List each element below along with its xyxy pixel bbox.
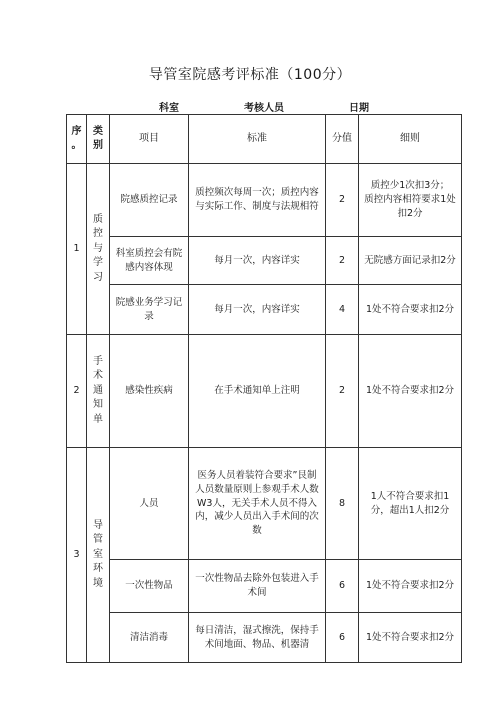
table-row xyxy=(67,237,462,285)
standard-cell xyxy=(189,560,326,613)
header-category xyxy=(87,115,110,164)
table-row xyxy=(67,335,462,448)
standard-line: W3人，无关手术人员不得入 xyxy=(197,497,317,509)
standard-line: 每月一次，内容详实 xyxy=(214,254,300,266)
score-cell: 2 xyxy=(326,335,359,448)
item-cell xyxy=(110,613,189,663)
score-cell: 6 xyxy=(326,613,359,663)
category-char: 习 xyxy=(93,271,103,283)
standard-line: 质控频次每周一次；质控内容 xyxy=(195,187,319,199)
standard-line: 每月一次，内容详实 xyxy=(214,303,300,315)
item-cell xyxy=(110,164,189,237)
category-char: 境 xyxy=(93,577,103,589)
standard-cell xyxy=(189,335,326,448)
rules-line: 质控内容相符要求1处 xyxy=(364,194,456,206)
rules-line: 1处不符合要求扣2分 xyxy=(365,631,455,643)
standard-line: 数 xyxy=(252,525,262,537)
item-cell xyxy=(110,285,189,335)
score-cell: 2 xyxy=(326,237,359,285)
item-line: 院感质控记录 xyxy=(120,194,178,206)
category-char: 知 xyxy=(93,399,103,411)
category-char: 学 xyxy=(93,257,103,269)
standard-line: 术间地面、物品、机器清 xyxy=(204,638,310,650)
item-line: 院感业务学习记 xyxy=(115,296,183,308)
header-seq-line: 序 xyxy=(71,125,82,137)
category-char: 质 xyxy=(93,213,103,225)
header-seq xyxy=(67,115,87,164)
seq-cell: 3 xyxy=(67,448,87,663)
standard-line: 医务人员着装符合要求”艮制 xyxy=(197,470,317,482)
category-cell xyxy=(87,448,110,663)
rules-cell xyxy=(359,448,462,560)
rules-line: 1处不符合要求扣2分 xyxy=(365,580,455,592)
standard-line: 人员数量原则上参观手术人数 xyxy=(195,483,319,495)
standard-line: 内，减少人员出入手术间的次 xyxy=(195,511,319,523)
category-char: 与 xyxy=(93,242,103,254)
dept-label: 科室 xyxy=(159,103,179,114)
rules-line: 质控少1次扣3分； xyxy=(370,180,450,192)
table-row xyxy=(67,285,462,335)
rules-line: 1人不符合要求扣1 xyxy=(370,490,450,502)
standard-cell xyxy=(189,164,326,237)
header-category-line: 类 xyxy=(93,125,103,137)
standard-cell xyxy=(189,448,326,560)
header-score: 分值 xyxy=(326,115,359,164)
page-title: 导管室院感考评标准（100分） xyxy=(148,67,352,83)
table-row xyxy=(67,560,462,613)
rules-cell xyxy=(359,613,462,663)
seq-cell: 2 xyxy=(67,335,87,448)
evaluation-table xyxy=(66,114,462,663)
rules-line: 1处不符合要求扣2分 xyxy=(365,385,455,397)
item-line: 录 xyxy=(144,310,154,322)
category-char: 术 xyxy=(93,370,103,382)
standard-line: 每日清洁，湿式擦洗，保持手 xyxy=(195,624,319,636)
standard-line: 术间 xyxy=(247,587,267,598)
standard-line: 在手术通知单上注明 xyxy=(214,385,300,397)
category-char: 控 xyxy=(93,228,103,240)
category-char: 手 xyxy=(93,355,103,367)
category-char: 室 xyxy=(93,548,103,560)
category-char: 单 xyxy=(93,413,103,425)
score-cell: 6 xyxy=(326,560,359,613)
table-row xyxy=(67,164,462,237)
rules-cell xyxy=(359,237,462,285)
item-line: 科室质控会有院 xyxy=(115,247,183,259)
standard-line: 与实际工作、制度与法规相符 xyxy=(195,201,319,212)
header-category-line: 别 xyxy=(93,140,103,151)
standard-cell xyxy=(189,285,326,335)
standard-cell xyxy=(189,237,326,285)
category-char: 环 xyxy=(93,563,103,575)
rules-cell xyxy=(359,560,462,613)
table-row xyxy=(67,613,462,663)
header-rules: 细则 xyxy=(359,115,462,164)
category-cell xyxy=(87,164,110,335)
rules-line: 扣2分 xyxy=(397,207,423,219)
rules-cell xyxy=(359,285,462,335)
header-seq-line: 。 xyxy=(71,140,82,151)
rules-cell xyxy=(359,164,462,237)
header-standard: 标准 xyxy=(189,115,326,164)
score-cell: 2 xyxy=(326,164,359,237)
item-cell xyxy=(110,237,189,285)
date-label: 日期 xyxy=(349,103,369,114)
category-cell xyxy=(87,335,110,448)
item-line: 一次性物品 xyxy=(125,580,173,592)
rules-line: 1处不符合要求扣2分 xyxy=(365,303,455,315)
score-cell: 8 xyxy=(326,448,359,560)
category-char: 通 xyxy=(93,384,103,396)
seq-cell: 1 xyxy=(67,164,87,335)
category-char: 导 xyxy=(93,519,103,531)
item-cell xyxy=(110,448,189,560)
table-header-row xyxy=(67,115,462,164)
standard-line: 一次性物品去除外包装进入手 xyxy=(195,573,319,585)
rules-cell xyxy=(359,335,462,448)
score-cell: 4 xyxy=(326,285,359,335)
examiner-label: 考核人员 xyxy=(244,103,284,114)
category-char: 管 xyxy=(93,534,103,546)
table-row xyxy=(67,448,462,560)
standard-cell xyxy=(189,613,326,663)
rules-line: 分，超出1人扣2分 xyxy=(370,504,450,516)
item-cell xyxy=(110,335,189,448)
item-line: 感染性疾病 xyxy=(125,385,173,397)
rules-line: 无院感方面记录扣2分 xyxy=(364,254,456,266)
item-line: 人员 xyxy=(139,497,159,509)
item-line: 清洁消毒 xyxy=(129,631,168,643)
item-line: 感内容体现 xyxy=(125,261,173,273)
item-cell xyxy=(110,560,189,613)
header-item: 项目 xyxy=(110,115,189,164)
